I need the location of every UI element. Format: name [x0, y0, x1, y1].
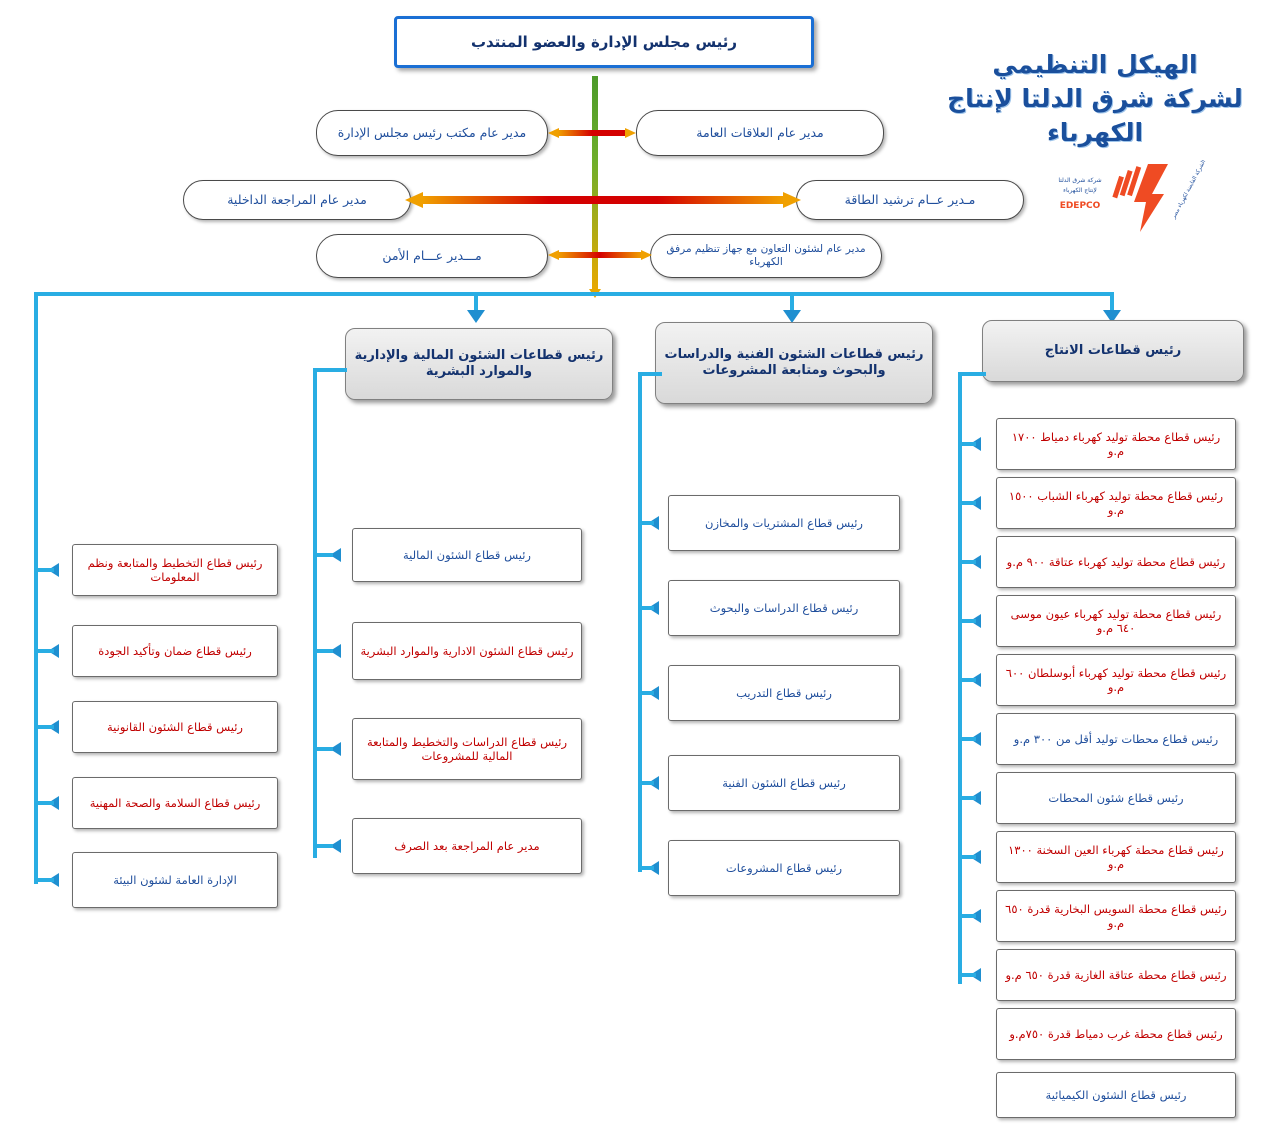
branch-2-spine-top — [958, 372, 986, 376]
staff-box-5[interactable]: مدير عام لشئون التعاون مع جهاز تنظيم مرفق الكهرباء — [650, 234, 882, 278]
svg-text:EDEPCO: EDEPCO — [1059, 201, 1101, 211]
branch-2-link-0 — [958, 442, 976, 446]
sector-head-2[interactable]: رئيس قطاعات الانتاج — [982, 320, 1244, 382]
planning-link-2 — [34, 725, 54, 729]
staff-arrow-bar-2 — [558, 252, 642, 258]
staff-box-3[interactable]: مـدير عــام ترشيد الطاقة — [796, 180, 1024, 220]
page-title — [930, 48, 1260, 149]
branch-1-link-1 — [638, 606, 654, 610]
branch-0-link-3 — [313, 844, 333, 848]
branch-0-item-1[interactable]: رئيس قطاع الشئون الادارية والموارد البشرية — [352, 622, 582, 680]
planning-item-4[interactable]: الإدارة العامة لشئون البيئة — [72, 852, 278, 908]
branch-1-link-3 — [638, 781, 654, 785]
branch-2-item-11[interactable]: رئيس قطاع الشئون الكيميائية — [996, 1072, 1236, 1118]
branch-0-link-1 — [313, 649, 333, 653]
branch-1-item-0[interactable]: رئيس قطاع المشتريات والمخازن — [668, 495, 900, 551]
company-logo — [1040, 160, 1230, 250]
branch-2-item-3[interactable]: رئيس قطاع محطة توليد كهرباء عيون موسى ٦٤٠ م.و — [996, 595, 1236, 647]
logo-icon — [1040, 160, 1230, 250]
staff-box-2[interactable]: مدير عام المراجعة الداخلية — [183, 180, 411, 220]
staff-arrow-right-1 — [783, 192, 801, 208]
planning-item-2[interactable]: رئيس قطاع الشئون القانونية — [72, 701, 278, 753]
branch-2-item-7[interactable]: رئيس قطاع محطة كهرباء العين السخنة ١٣٠٠ م.و — [996, 831, 1236, 883]
planning-link-3 — [34, 801, 54, 805]
planning-link-0 — [34, 568, 54, 572]
branch-2-item-0[interactable]: رئيس قطاع محطة توليد كهرباء دمياط ١٧٠٠ م.و — [996, 418, 1236, 470]
branch-1-item-3[interactable]: رئيس قطاع الشئون الفنية — [668, 755, 900, 811]
sector-head-1[interactable]: رئيس قطاعات الشئون الفنية والدراسات والبحوث ومتابعة المشروعات — [655, 322, 933, 404]
branch-1-item-1[interactable]: رئيس قطاع الدراسات والبحوث — [668, 580, 900, 636]
branch-0-link-2 — [313, 747, 333, 751]
svg-text:لإنتاج الكهرباء: لإنتاج الكهرباء — [1063, 187, 1097, 194]
planning-link-4 — [34, 878, 54, 882]
branch-1-spine-top — [638, 372, 662, 376]
branch-0-item-3[interactable]: مدير عام المراجعة بعد الصرف — [352, 818, 582, 874]
branch-0-item-2[interactable]: رئيس قطاع الدراسات والتخطيط والمتابعة المالية للمشروعات — [352, 718, 582, 780]
branch-2-link-5 — [958, 737, 976, 741]
staff-box-4[interactable]: مـــدير عـــام الأمن — [316, 234, 548, 278]
page-title-line2: لشركة شرق الدلتا لإنتاج الكهرباء — [947, 83, 1243, 147]
staff-box-0[interactable]: مدير عام مكتب رئيس مجلس الإدارة — [316, 110, 548, 156]
page-title-line1: الهيكل التنظيمي — [992, 50, 1198, 79]
planning-item-1[interactable]: رئيس قطاع ضمان وتأكيد الجودة — [72, 625, 278, 677]
branch-2-link-8 — [958, 914, 976, 918]
branch-2-link-3 — [958, 619, 976, 623]
staff-box-1[interactable]: مدير عام العلاقات العامة — [636, 110, 884, 156]
sector-head-0[interactable]: رئيس قطاعات الشئون المالية والإدارية والموارد البشرية — [345, 328, 613, 400]
planning-link-1 — [34, 649, 54, 653]
branch-2-item-1[interactable]: رئيس قطاع محطة توليد كهرباء الشباب ١٥٠٠ م.و — [996, 477, 1236, 529]
branch-2-link-6 — [958, 796, 976, 800]
branch-0-spine — [313, 368, 317, 858]
branch-2-item-8[interactable]: رئيس قطاع محطة السويس البخارية قدرة ٦٥٠ م.و — [996, 890, 1236, 942]
branch-2-item-9[interactable]: رئيس قطاع محطة عتاقة الغازية قدرة ٦٥٠ م.و — [996, 949, 1236, 1001]
branch-2-item-10[interactable]: رئيس قطاع محطة غرب دمياط قدرة ٧٥٠م.و — [996, 1008, 1236, 1060]
svg-text:شركة شرق الدلتا: شركة شرق الدلتا — [1058, 177, 1102, 184]
chairman-vertical-arrow — [589, 68, 601, 298]
branch-1-link-4 — [638, 866, 654, 870]
planning-item-3[interactable]: رئيس قطاع السلامة والصحة المهنية — [72, 777, 278, 829]
staff-arrow-row-1 — [405, 192, 801, 208]
branch-2-link-1 — [958, 501, 976, 505]
branch-0-item-0[interactable]: رئيس قطاع الشئون المالية — [352, 528, 582, 582]
staff-arrow-row-0 — [548, 128, 636, 138]
staff-arrow-row-2 — [548, 250, 652, 260]
branch-2-link-2 — [958, 560, 976, 564]
staff-arrow-bar-0 — [558, 130, 626, 136]
branch-0-spine-top — [313, 368, 347, 372]
branch-1-link-2 — [638, 691, 654, 695]
branch-2-link-4 — [958, 678, 976, 682]
planning-item-0[interactable]: رئيس قطاع التخطيط والمتابعة ونظم المعلومات — [72, 544, 278, 596]
branch-2-link-9 — [958, 973, 976, 977]
staff-arrow-right-2 — [641, 250, 652, 260]
branch-2-item-5[interactable]: رئيس قطاع محطات توليد أقل من ٣٠٠ م.و — [996, 713, 1236, 765]
main-bus-horizontal — [34, 292, 1114, 296]
main-bus-left-vertical — [34, 292, 38, 884]
branch-1-link-0 — [638, 521, 654, 525]
staff-arrow-right-0 — [625, 128, 636, 138]
branch-1-item-4[interactable]: رئيس قطاع المشروعات — [668, 840, 900, 896]
branch-2-item-2[interactable]: رئيس قطاع محطة توليد كهرباء عتاقة ٩٠٠ م.و — [996, 536, 1236, 588]
staff-arrow-bar-1 — [422, 196, 784, 204]
branch-0-link-0 — [313, 553, 333, 557]
branch-2-item-6[interactable]: رئيس قطاع شئون المحطات — [996, 772, 1236, 824]
staff-arrow-left-1 — [405, 192, 423, 208]
branch-1-item-2[interactable]: رئيس قطاع التدريب — [668, 665, 900, 721]
svg-text:الشركة القابضة لكهرباء مصر: الشركة القابضة لكهرباء مصر — [1171, 160, 1208, 220]
drop-arrow-sector-0 — [467, 310, 485, 323]
chairman-box[interactable]: رئيس مجلس الإدارة والعضو المنتدب — [394, 16, 814, 68]
branch-2-item-4[interactable]: رئيس قطاع محطة توليد كهرباء أبوسلطان ٦٠٠ م.و — [996, 654, 1236, 706]
branch-2-link-7 — [958, 855, 976, 859]
branch-1-spine — [638, 372, 642, 872]
